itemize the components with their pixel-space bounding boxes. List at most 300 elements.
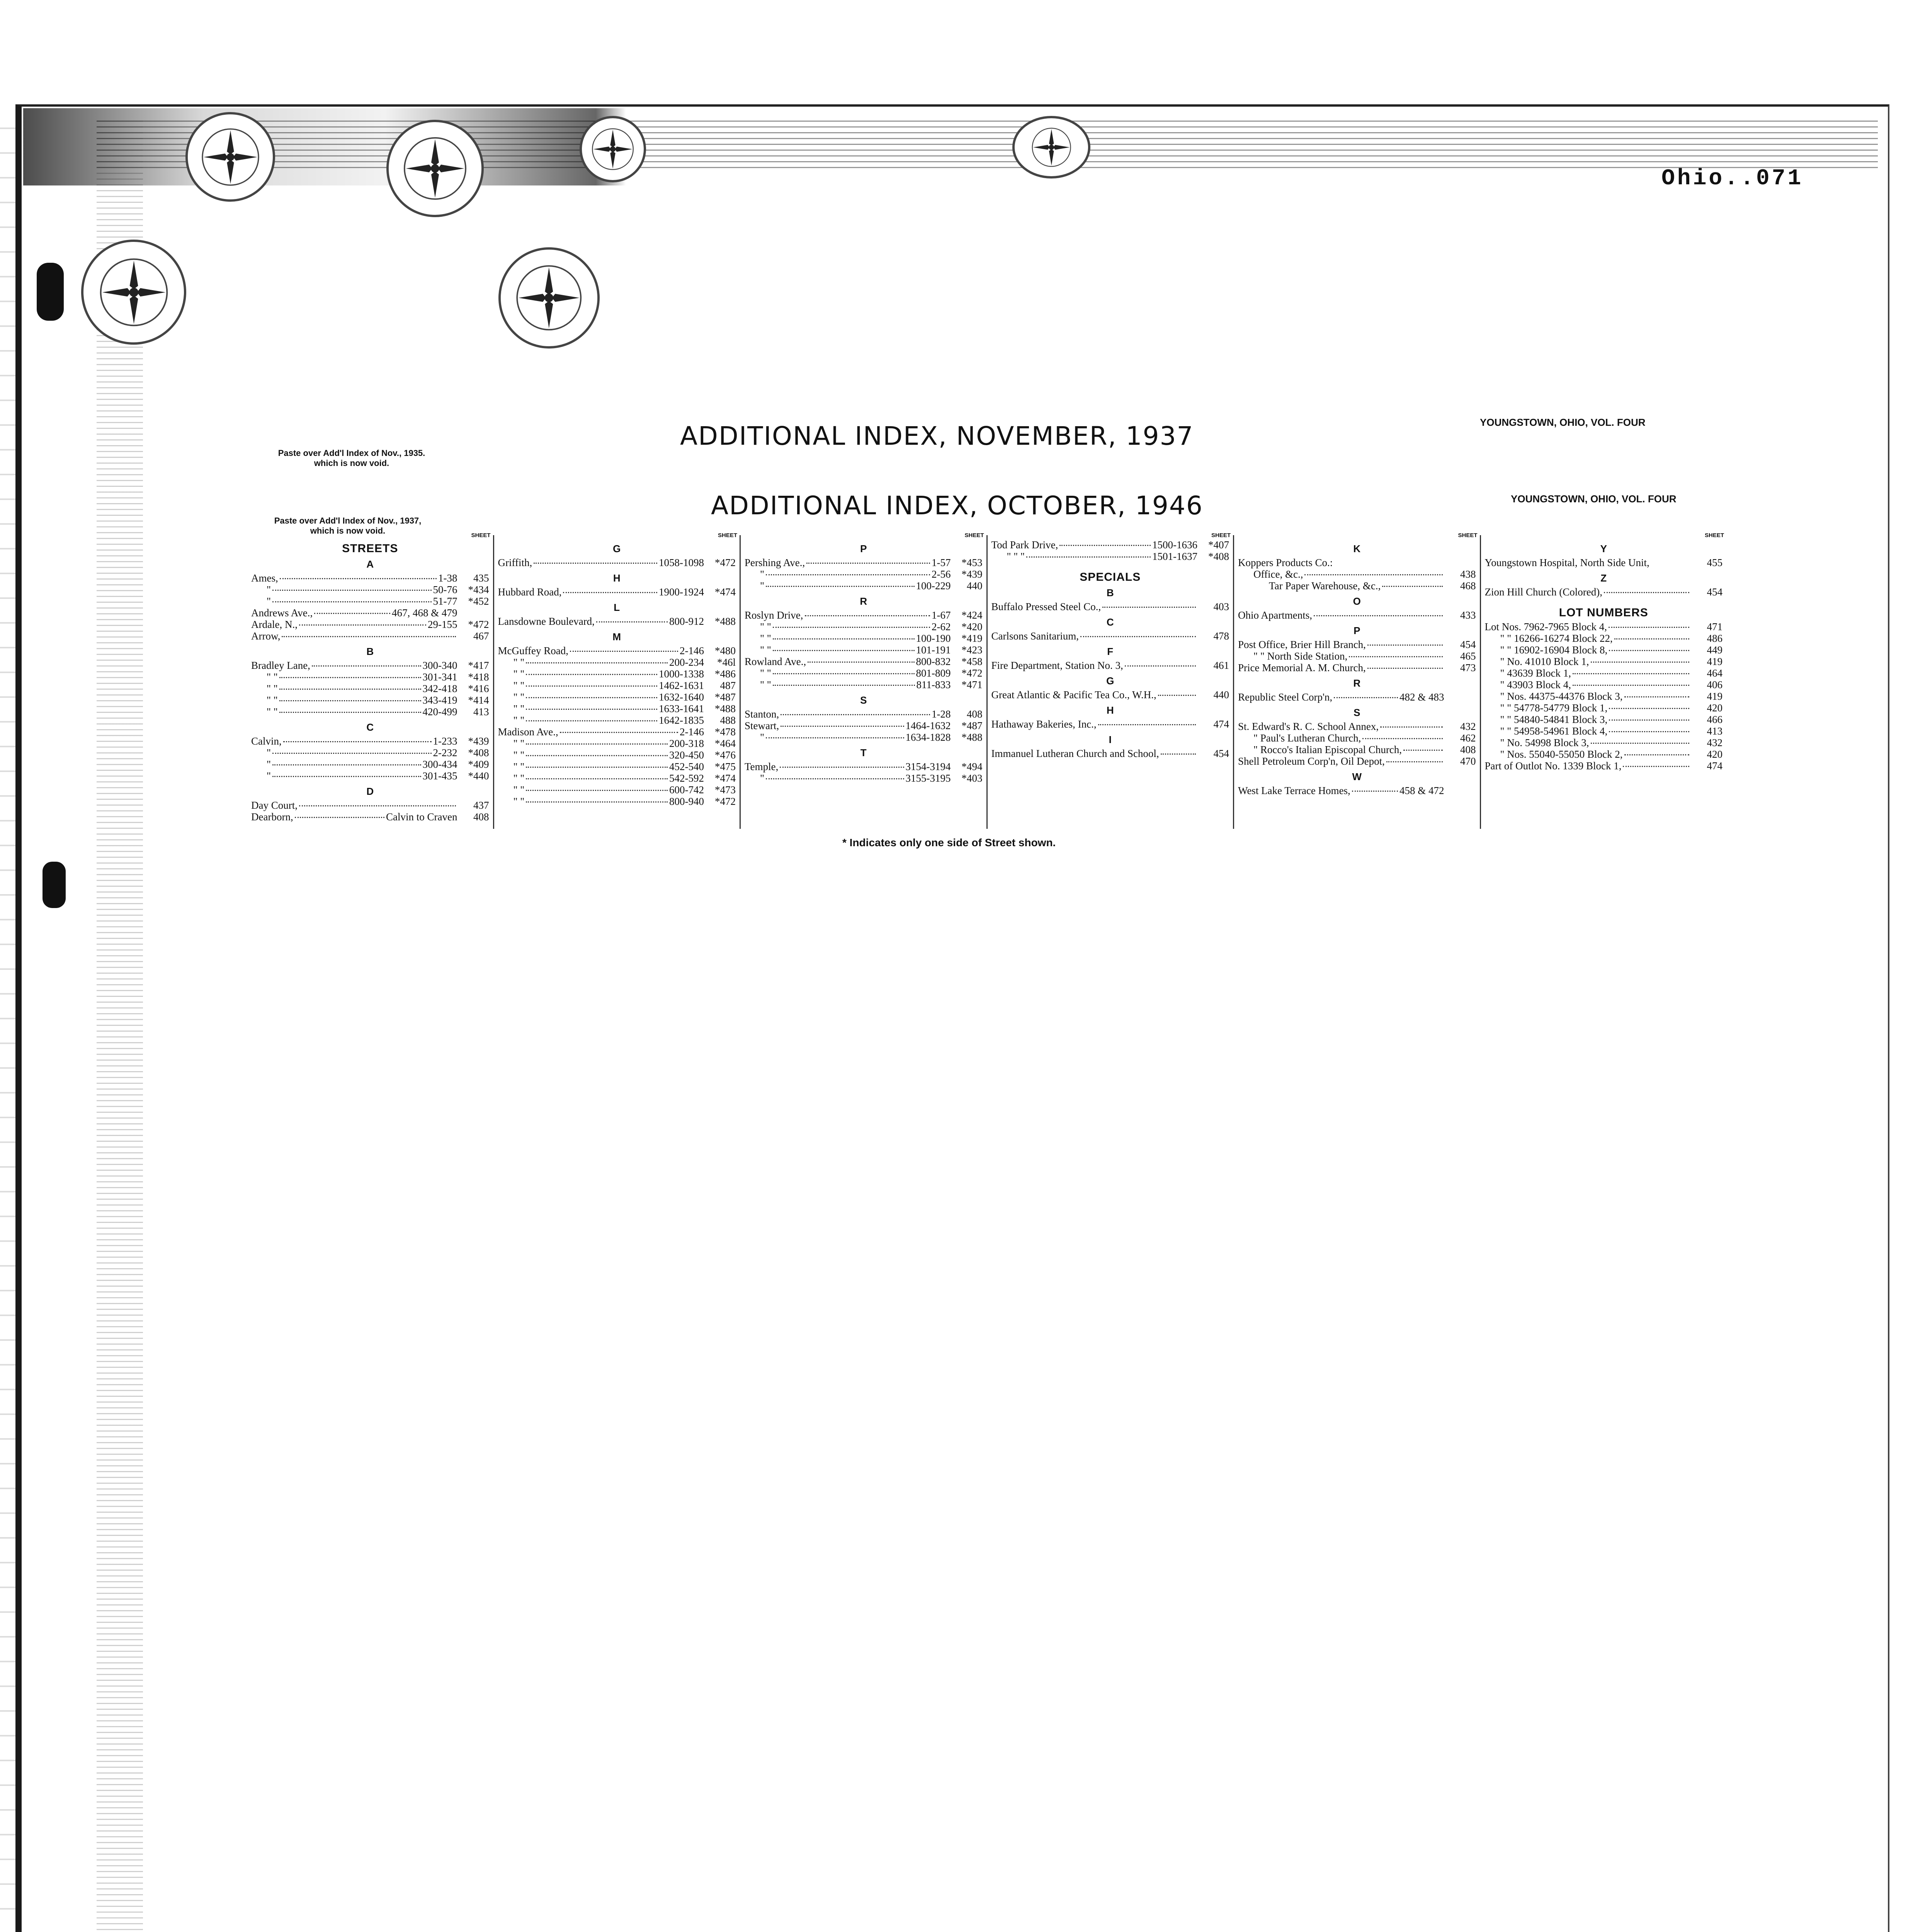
entry-sheet: 433 — [1460, 609, 1476, 621]
entry-name: " " — [513, 691, 525, 703]
letter-heading: W — [1352, 771, 1362, 782]
entry-sheet: *476 — [715, 749, 736, 761]
leader-dots — [1362, 738, 1442, 739]
leader-dots — [526, 801, 668, 803]
entry-sheet: *46l — [717, 656, 736, 668]
entry-sheet: 454 — [1707, 586, 1723, 598]
index-entry — [991, 630, 1229, 642]
index-entry — [991, 718, 1229, 730]
entry-name: " " — [513, 703, 525, 714]
entry-name: " " — [267, 694, 278, 706]
entry-name: " Paul's Lutheran Church, — [1253, 732, 1361, 744]
entry-range: 467, 468 & 479 — [391, 607, 457, 619]
entry-name: Griffith, — [498, 557, 532, 568]
leader-dots — [279, 700, 421, 701]
leader-dots — [1624, 754, 1689, 755]
entry-range: 1-38 — [438, 572, 457, 584]
index-entry — [745, 568, 983, 580]
index-column — [986, 532, 1233, 829]
entry-range: 301-341 — [422, 671, 457, 683]
entry-sheet: *409 — [468, 759, 489, 770]
entry-name: Carlsons Sanitarium, — [991, 630, 1079, 642]
index-entry — [1238, 744, 1476, 755]
entry-name: " Nos. 44375-44376 Block 3, — [1500, 690, 1623, 702]
leader-dots — [526, 778, 668, 779]
entry-range: 1501-1637 — [1152, 551, 1197, 562]
entry-name: " " — [513, 749, 525, 761]
leader-dots — [808, 662, 914, 663]
letter-heading: C — [1106, 616, 1114, 628]
entry-sheet: *475 — [715, 761, 736, 772]
entry-range: 1900-1924 — [659, 586, 704, 598]
leader-dots — [272, 590, 431, 591]
leader-dots — [526, 767, 668, 768]
letter-heading: S — [1354, 707, 1360, 718]
leader-dots — [596, 621, 668, 622]
entry-name: " — [267, 770, 271, 782]
entry-sheet: *494 — [961, 761, 983, 772]
leader-dots — [314, 613, 390, 614]
entry-range: 1633-1641 — [659, 703, 704, 714]
entry-range: 2-62 — [932, 621, 951, 633]
entry-sheet: *486 — [715, 668, 736, 680]
entry-sheet: 432 — [1460, 721, 1476, 732]
index-entry — [1485, 748, 1723, 760]
entry-sheet: *488 — [715, 616, 736, 627]
entry-sheet: 435 — [473, 572, 489, 584]
index-entry — [1238, 580, 1476, 592]
index-column — [1233, 532, 1480, 829]
entry-sheet: 454 — [1460, 639, 1476, 650]
entry-sheet: 473 — [1460, 662, 1476, 673]
leader-dots — [1609, 627, 1689, 628]
entry-name: Bradley Lane, — [251, 660, 310, 671]
entry-range: 1000-1338 — [659, 668, 704, 680]
letter-heading: A — [366, 558, 374, 570]
leader-dots — [1161, 753, 1196, 755]
entry-sheet: 474 — [1707, 760, 1723, 772]
index-entry — [498, 796, 736, 807]
index-title-1937: ADDITIONAL INDEX, NOVEMBER, 1937 — [680, 421, 1194, 451]
entry-sheet: *434 — [468, 584, 489, 595]
entry-name: " No. 54998 Block 3, — [1500, 737, 1589, 748]
letter-heading: G — [613, 543, 621, 554]
entry-sheet: 461 — [1213, 660, 1229, 671]
entry-sheet: *471 — [961, 679, 983, 690]
index-entry — [745, 720, 983, 731]
index-entry — [745, 633, 983, 644]
index-entry — [251, 630, 489, 642]
letter-heading: C — [366, 721, 374, 733]
compass-rose-icon — [1012, 116, 1090, 179]
entry-sheet: *472 — [961, 667, 983, 679]
index-entry — [745, 557, 983, 568]
letter-heading: H — [613, 572, 621, 584]
index-entry — [745, 679, 983, 690]
entry-range: 2-232 — [433, 747, 457, 759]
leader-dots — [1403, 750, 1442, 751]
entry-range: 2-146 — [680, 645, 704, 656]
entry-name: " " — [513, 761, 525, 772]
index-entry — [1485, 621, 1723, 633]
entry-name: St. Edward's R. C. School Annex, — [1238, 721, 1379, 732]
entry-name: " " — [267, 671, 278, 683]
entry-sheet: 403 — [1213, 601, 1229, 612]
index-entry — [498, 726, 736, 738]
index-entry — [745, 761, 983, 772]
entry-range: 800-832 — [916, 656, 951, 667]
entry-name: " " — [760, 667, 771, 679]
index-entry — [1485, 557, 1723, 568]
index-entry — [498, 749, 736, 761]
entry-name: Madison Ave., — [498, 726, 558, 738]
entry-name: Immanuel Lutheran Church and School, — [991, 748, 1159, 759]
entry-sheet: *403 — [961, 772, 983, 784]
index-entry — [251, 694, 489, 706]
leader-dots — [526, 685, 657, 687]
entry-sheet: *464 — [715, 738, 736, 749]
entry-name: Calvin, — [251, 735, 282, 747]
leader-dots — [526, 674, 657, 675]
entry-sheet: *423 — [961, 644, 983, 656]
index-entry — [1485, 737, 1723, 748]
entry-name: Republic Steel Corp'n, — [1238, 691, 1333, 703]
index-entry — [1485, 656, 1723, 667]
entry-name: " " — [760, 644, 771, 656]
city-volume-1946: YOUNGSTOWN, OHIO, VOL. FOUR — [1511, 493, 1677, 505]
index-entry — [1238, 785, 1476, 796]
entry-sheet: 465 — [1460, 650, 1476, 662]
entry-name: Ames, — [251, 572, 278, 584]
letter-heading: R — [1353, 677, 1361, 689]
entry-sheet: 408 — [1460, 744, 1476, 755]
index-entry — [991, 660, 1229, 671]
leader-dots — [805, 615, 930, 616]
index-entry — [1238, 732, 1476, 744]
entry-sheet: 464 — [1707, 667, 1723, 679]
binding-hole — [37, 263, 64, 321]
entry-name: Tar Paper Warehouse, &c., — [1269, 580, 1381, 592]
entry-name: Ohio Apartments, — [1238, 609, 1312, 621]
index-entry — [1238, 557, 1476, 568]
entry-sheet: *488 — [961, 731, 983, 743]
leader-dots — [279, 677, 421, 678]
leader-dots — [272, 764, 421, 765]
leader-dots — [299, 624, 426, 626]
entry-sheet: 420 — [1707, 748, 1723, 760]
entry-range: 100-229 — [916, 580, 951, 592]
leader-dots — [534, 563, 657, 564]
entry-range: 1-57 — [932, 557, 951, 568]
entry-sheet: *420 — [961, 621, 983, 633]
leader-dots — [272, 601, 431, 602]
entry-range: 600-742 — [669, 784, 704, 796]
index-entry — [1485, 714, 1723, 725]
entry-sheet: *487 — [961, 720, 983, 731]
leader-dots — [773, 627, 930, 628]
entry-range: 51-77 — [433, 595, 457, 607]
index-entry — [1238, 609, 1476, 621]
spacer — [1485, 598, 1723, 603]
entry-sheet: *472 — [468, 619, 489, 630]
index-entry — [1238, 639, 1476, 650]
index-entry — [498, 784, 736, 796]
index-entry — [251, 671, 489, 683]
index-entry — [1485, 725, 1723, 737]
entry-name: Day Court, — [251, 799, 298, 811]
index-title-1946: ADDITIONAL INDEX, OCTOBER, 1946 — [711, 491, 1203, 520]
leader-dots — [1158, 695, 1196, 696]
entry-range: 811-833 — [916, 679, 951, 690]
entry-sheet: 440 — [967, 580, 983, 592]
leader-dots — [1623, 766, 1689, 767]
entry-range: 320-450 — [669, 749, 704, 761]
entry-sheet: *414 — [468, 694, 489, 706]
map-sheet — [15, 104, 1889, 1932]
entry-sheet: 487 — [720, 680, 736, 691]
entry-name: " " 16266-16274 Block 22, — [1500, 633, 1613, 644]
letter-heading: K — [1353, 543, 1361, 554]
leader-dots — [1382, 586, 1442, 587]
letter-heading: I — [1109, 734, 1112, 745]
letter-heading: D — [366, 786, 374, 797]
index-entry — [498, 586, 736, 598]
city-volume-1937: YOUNGSTOWN, OHIO, VOL. FOUR — [1480, 417, 1646, 428]
letter-heading: L — [614, 602, 620, 613]
entry-name: Fire Department, Station No. 3, — [991, 660, 1123, 671]
entry-sheet: 438 — [1460, 568, 1476, 580]
leader-dots — [563, 592, 657, 593]
leader-dots — [806, 563, 930, 564]
entry-sheet: 488 — [720, 714, 736, 726]
entry-name: " Nos. 55040-55050 Block 2, — [1500, 748, 1623, 760]
leader-dots — [1367, 645, 1443, 646]
entry-name: " 43903 Block 4, — [1500, 679, 1571, 690]
entry-name: " — [267, 747, 271, 759]
index-entry — [498, 645, 736, 656]
entry-name: " " — [760, 621, 771, 633]
index-entry — [1485, 702, 1723, 714]
leader-dots — [1098, 724, 1196, 725]
entry-name: " " 54840-54841 Block 3, — [1500, 714, 1608, 725]
index-entry — [1485, 690, 1723, 702]
leader-dots — [526, 709, 657, 710]
leader-dots — [560, 732, 678, 733]
entry-name: Stewart, — [745, 720, 779, 731]
sheet-column-header: SHEET — [1211, 532, 1231, 539]
leader-dots — [1026, 556, 1151, 558]
leader-dots — [526, 755, 668, 756]
entry-name: " " 16902-16904 Block 8, — [1500, 644, 1608, 656]
entry-name: Arrow, — [251, 630, 281, 642]
index-entry — [1238, 755, 1476, 767]
index-entry — [251, 747, 489, 759]
entry-sheet: *417 — [468, 660, 489, 671]
entry-sheet: 468 — [1460, 580, 1476, 592]
index-entry — [1238, 721, 1476, 732]
index-entry — [498, 656, 736, 668]
paste-note-1937 — [243, 448, 460, 468]
index-entry — [498, 761, 736, 772]
entry-name: Youngstown Hospital, North Side Unit, — [1484, 557, 1649, 568]
entry-sheet: *458 — [961, 656, 983, 667]
index-entry — [991, 748, 1229, 759]
entry-name: " " — [513, 714, 525, 726]
letter-heading: G — [1106, 675, 1114, 687]
compass-rose-icon — [580, 116, 646, 182]
entry-sheet: *487 — [715, 691, 736, 703]
entry-name: Andrews Ave., — [251, 607, 313, 619]
leader-dots — [781, 714, 930, 715]
entry-sheet: 462 — [1460, 732, 1476, 744]
leader-dots — [526, 662, 668, 663]
index-entry — [498, 691, 736, 703]
index-entry — [745, 731, 983, 743]
entry-name: Rowland Ave., — [745, 656, 806, 667]
leader-dots — [280, 578, 437, 579]
leader-dots — [312, 665, 421, 667]
entry-sheet: 419 — [1707, 656, 1723, 667]
entry-range: 3154-3194 — [905, 761, 951, 772]
letter-heading: P — [1354, 625, 1360, 636]
index-entry — [251, 619, 489, 630]
index-entry — [251, 799, 489, 811]
section-title: SPECIALS — [1080, 571, 1141, 583]
entry-name: " " North Side Station, — [1253, 650, 1348, 662]
leader-dots — [272, 753, 431, 754]
entry-name: " 43639 Block 1, — [1500, 667, 1571, 679]
entry-sheet: *408 — [468, 747, 489, 759]
entry-name: " " — [513, 738, 525, 749]
index-column — [247, 532, 493, 829]
entry-name: West Lake Terrace Homes, — [1238, 785, 1350, 796]
entry-range: 1632-1640 — [659, 691, 704, 703]
letter-heading: B — [1106, 587, 1114, 599]
entry-name: " " — [513, 680, 525, 691]
entry-name: " " " — [1007, 551, 1025, 562]
compass-rose-icon — [185, 112, 275, 202]
entry-range: 800-912 — [669, 616, 704, 627]
entry-name: Office, &c., — [1253, 568, 1303, 580]
entry-name: Post Office, Brier Hill Branch, — [1238, 639, 1366, 650]
footnote: * Indicates only one side of Street shown. — [842, 837, 1056, 849]
leader-dots — [773, 673, 915, 674]
entry-range: 801-809 — [916, 667, 951, 679]
entry-sheet: 486 — [1707, 633, 1723, 644]
index-entry — [498, 703, 736, 714]
leader-dots — [1125, 665, 1196, 667]
sheet-column-header: SHEET — [471, 532, 491, 539]
entry-name: Dearborn, — [251, 811, 293, 823]
letter-heading: R — [860, 595, 867, 607]
entry-sheet: 413 — [1707, 725, 1723, 737]
letter-heading: Z — [1600, 572, 1607, 584]
entry-name: Great Atlantic & Pacific Tea Co., W.H., — [991, 689, 1156, 701]
index-entry — [1238, 662, 1476, 673]
entry-sheet: 454 — [1213, 748, 1229, 759]
index-entry — [251, 584, 489, 595]
entry-name: " " — [760, 633, 771, 644]
entry-range: 2-56 — [932, 568, 951, 580]
entry-sheet: *473 — [715, 784, 736, 796]
entry-name: " " — [513, 656, 525, 668]
entry-sheet: 406 — [1707, 679, 1723, 690]
leader-dots — [766, 737, 904, 738]
entry-sheet: 437 — [473, 799, 489, 811]
paste-note-1946 — [240, 516, 456, 536]
entry-sheet: 432 — [1707, 737, 1723, 748]
leader-dots — [1614, 638, 1689, 639]
leader-dots — [1334, 697, 1398, 698]
leader-dots — [295, 817, 384, 818]
entry-name: " — [267, 595, 271, 607]
index-entry — [498, 772, 736, 784]
leader-dots — [272, 776, 421, 777]
entry-range: 1058-1098 — [659, 557, 704, 568]
entry-range: 300-434 — [422, 759, 457, 770]
entry-name: " " 54778-54779 Block 1, — [1500, 702, 1608, 714]
index-entry — [1238, 650, 1476, 662]
entry-name: Hathaway Bakeries, Inc., — [991, 718, 1097, 730]
compass-rose-icon — [498, 247, 600, 349]
leader-dots — [1380, 726, 1442, 728]
entry-sheet: 408 — [473, 811, 489, 823]
entry-range: 1462-1631 — [659, 680, 704, 691]
accession-stamp: Ohio..071 — [1661, 166, 1804, 191]
entry-sheet: *440 — [468, 770, 489, 782]
entry-sheet: *407 — [1208, 539, 1229, 551]
entry-range: 1500-1636 — [1152, 539, 1197, 551]
letter-heading: B — [366, 646, 374, 657]
letter-heading: O — [1353, 595, 1361, 607]
entry-name: Pershing Ave., — [745, 557, 805, 568]
leader-dots — [526, 790, 668, 791]
index-entry — [251, 660, 489, 671]
leader-dots — [283, 741, 432, 742]
paste-note-line: which is now void. — [310, 526, 386, 536]
entry-range: Calvin to Craven — [386, 811, 457, 823]
leader-dots — [1386, 761, 1443, 762]
entry-range: 1642-1835 — [659, 714, 704, 726]
entry-sheet: 440 — [1213, 689, 1229, 701]
entry-name: Stanton, — [745, 708, 779, 720]
binding-strip — [0, 104, 15, 1932]
index-entry — [498, 616, 736, 627]
index-entry — [1485, 667, 1723, 679]
index-entry — [251, 683, 489, 694]
binding-hole — [43, 862, 66, 908]
entry-range: 29-155 — [428, 619, 457, 630]
entry-sheet: *439 — [468, 735, 489, 747]
sheet-column-header: SHEET — [1458, 532, 1478, 539]
entry-name: McGuffey Road, — [498, 645, 568, 656]
entry-range: 800-940 — [669, 796, 704, 807]
section-title: LOT NUMBERS — [1559, 606, 1648, 619]
entry-range: 2-146 — [680, 726, 704, 738]
entry-name: Zion Hill Church (Colored), — [1484, 586, 1602, 598]
entry-range: 1464-1632 — [905, 720, 951, 731]
leader-dots — [526, 720, 657, 721]
leader-dots — [279, 689, 421, 690]
index-entry — [1485, 644, 1723, 656]
entry-sheet: *408 — [1208, 551, 1229, 562]
index-entry — [1485, 633, 1723, 644]
entry-range: 482 & 483 — [1399, 691, 1444, 703]
leader-dots — [1304, 574, 1442, 575]
entry-name: Roslyn Drive, — [745, 609, 803, 621]
index-entry — [991, 539, 1229, 551]
entry-range: 101-191 — [916, 644, 951, 656]
